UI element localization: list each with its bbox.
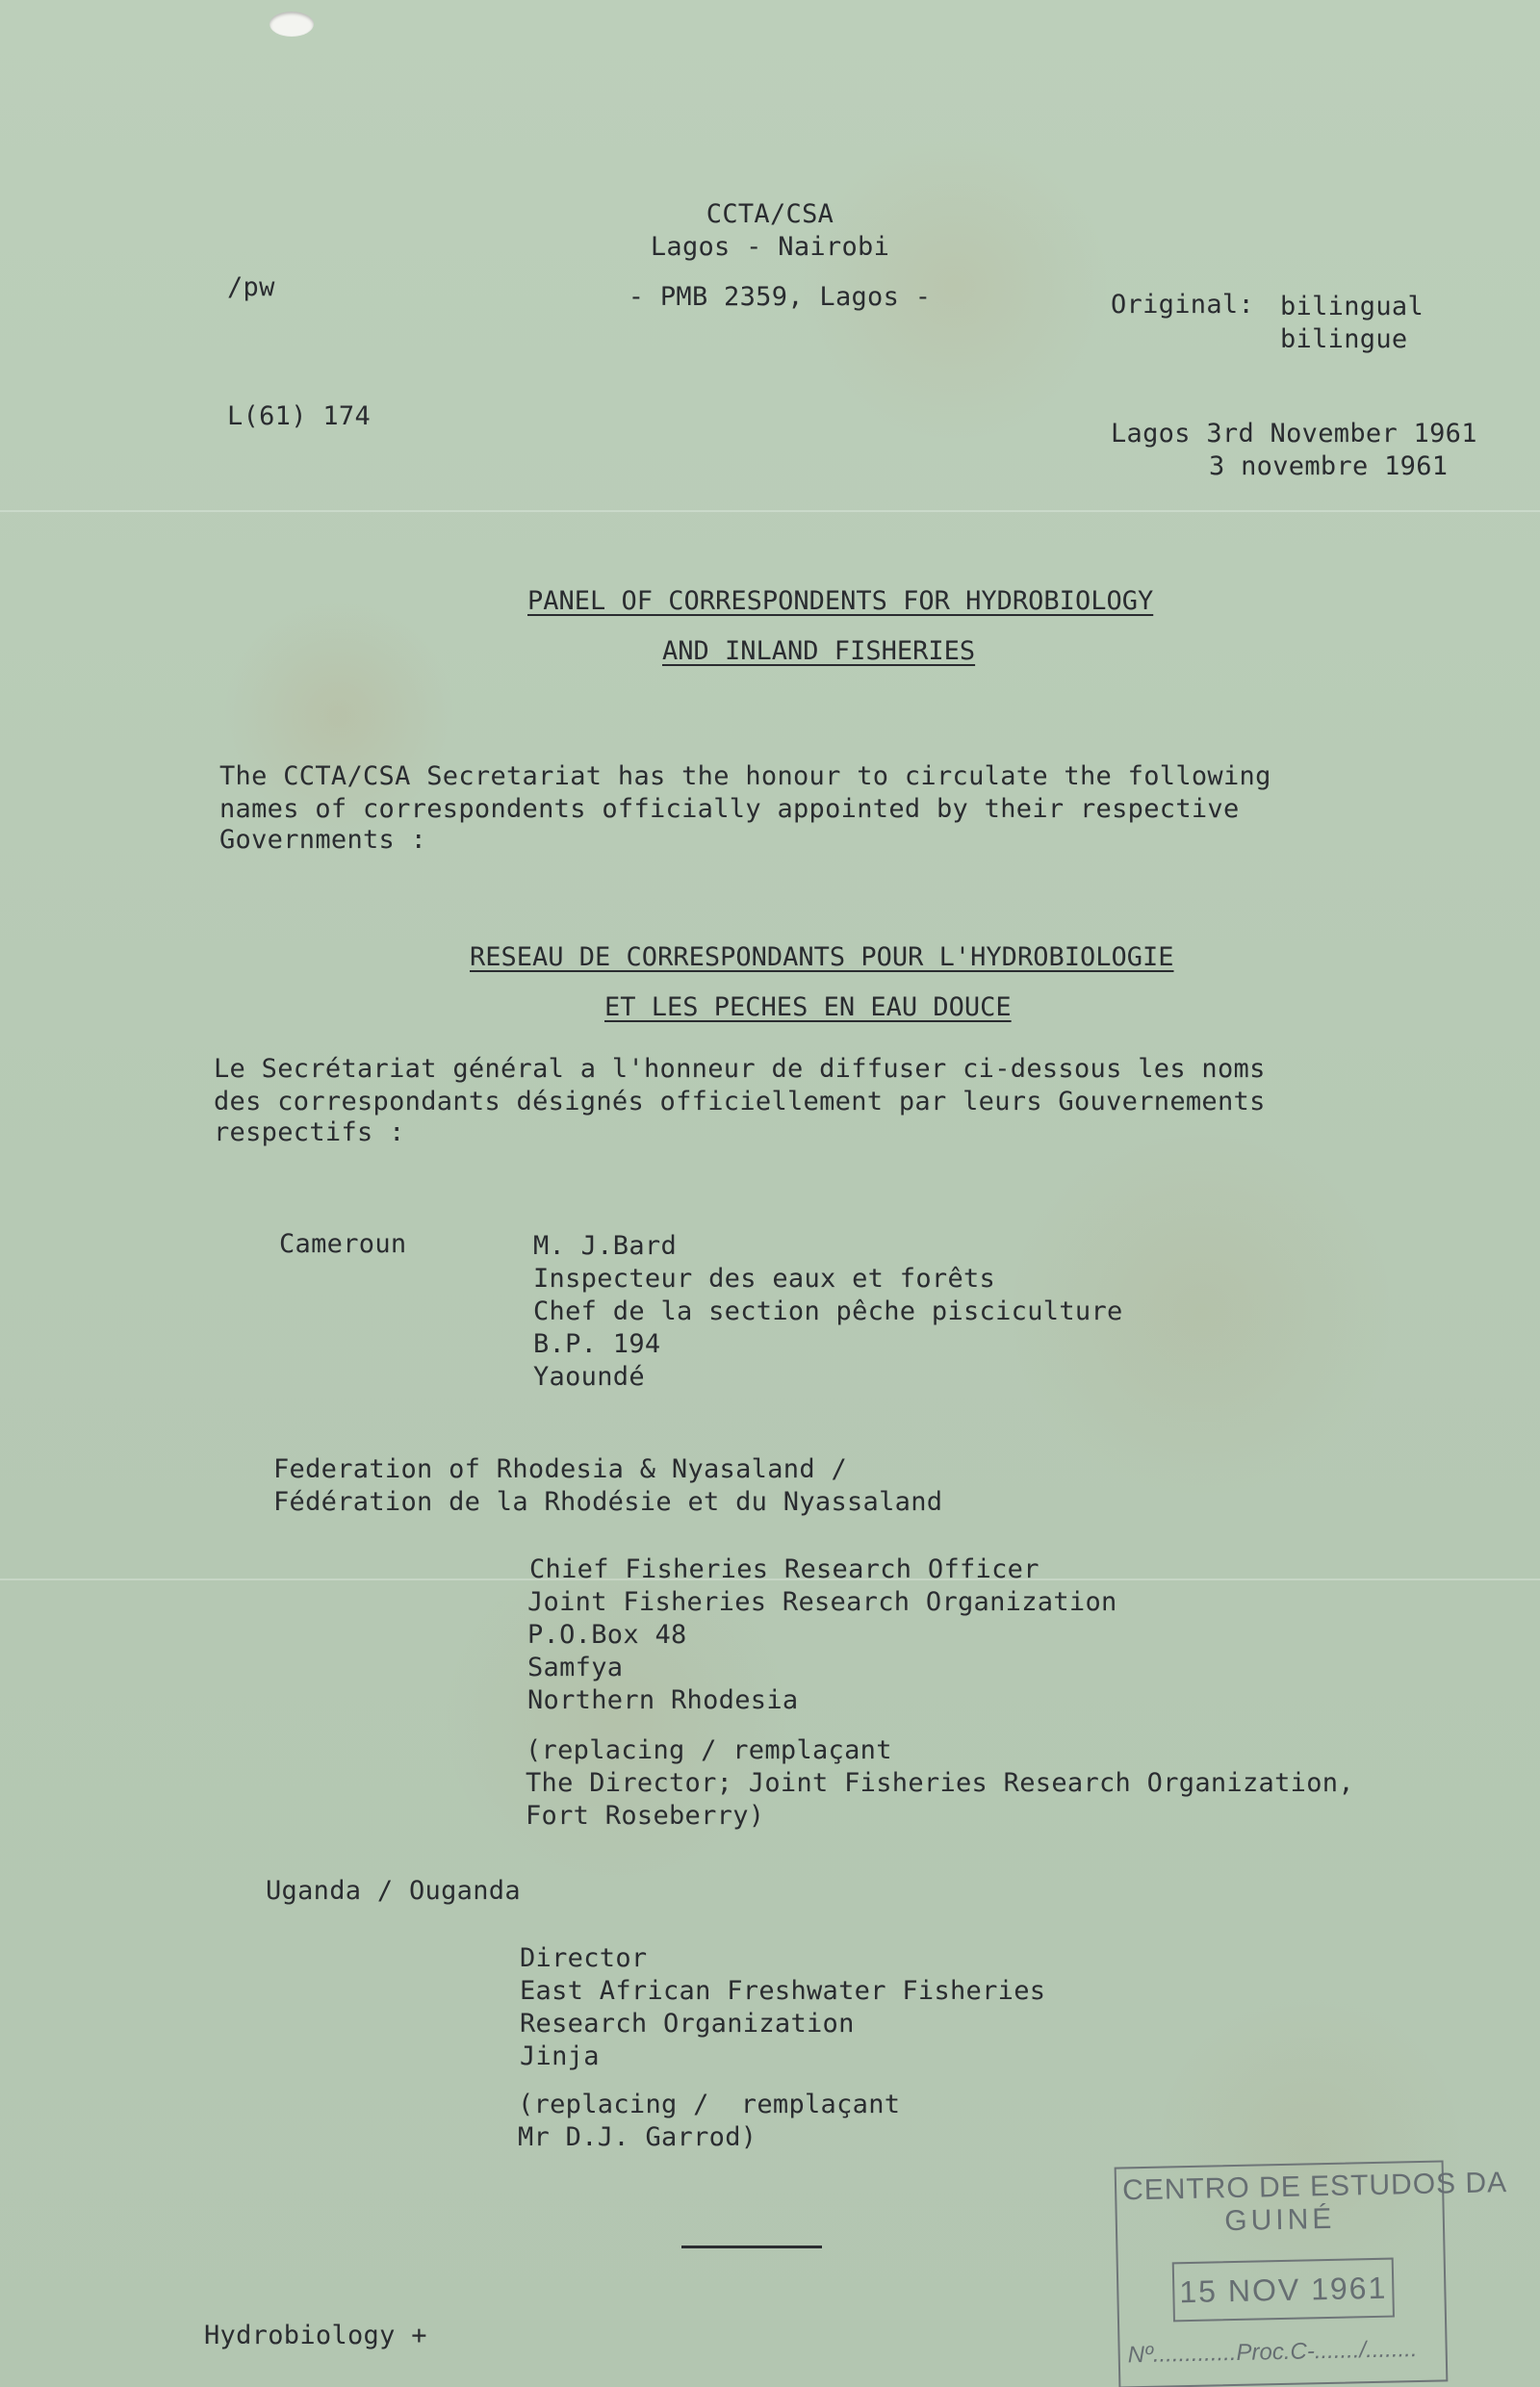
rhodesia-line1: Chief Fisheries Research Officer	[529, 1554, 1040, 1584]
original-fr: bilingue	[1280, 324, 1408, 354]
french-intro-line3: respectifs :	[214, 1117, 405, 1147]
uganda-line3: Research Organization	[520, 2009, 855, 2039]
stamp-line1: CENTRO DE ESTUDOS DA	[1121, 2167, 1508, 2207]
uganda-line4: Jinja	[520, 2041, 600, 2071]
cameroun-line2: Inspecteur des eaux et forêts	[533, 1264, 996, 1294]
uganda-line1: Director	[520, 1943, 648, 1973]
rhodesia-line2: Joint Fisheries Research Organization	[527, 1587, 1117, 1617]
english-intro-line2: names of correspondents officially appointed by their respective	[219, 794, 1240, 824]
english-title-line2: AND INLAND FISHERIES	[662, 636, 976, 666]
header-initials: /pw	[227, 272, 275, 302]
stamp-footer: Nº.............Proc.C-......./........	[1127, 2336, 1418, 2369]
closing-rule	[681, 2246, 822, 2248]
stamp-line2: GUINÉ	[1223, 2202, 1336, 2238]
header-org: CCTA/CSA	[706, 199, 834, 229]
uganda-replacing-line1: (replacing / remplaçant	[518, 2090, 901, 2119]
rhodesia-line5: Northern Rhodesia	[527, 1685, 799, 1715]
english-title-line1: PANEL OF CORRESPONDENTS FOR HYDROBIOLOGY	[527, 586, 1154, 616]
cameroun-country: Cameroun	[279, 1229, 407, 1259]
header-address: - PMB 2359, Lagos -	[628, 282, 932, 312]
distribution-note: Hydrobiology +	[204, 2321, 427, 2350]
rhodesia-line4: Samfya	[527, 1653, 624, 1682]
header-reference: L(61) 174	[227, 401, 371, 431]
rhodesia-replacing-line3: Fort Roseberry)	[526, 1801, 765, 1831]
date-en: Lagos 3rd November 1961	[1111, 419, 1477, 449]
rhodesia-country-line1: Federation of Rhodesia & Nyasaland /	[273, 1454, 847, 1484]
uganda-country: Uganda / Ouganda	[266, 1876, 521, 1906]
punch-hole	[270, 12, 314, 37]
french-title-line1: RESEAU DE CORRESPONDANTS POUR L'HYDROBIOLOGIE	[470, 942, 1174, 972]
english-intro-line3: Governments :	[219, 825, 427, 855]
french-intro-line2: des correspondants désignés officiellement par leurs Gouvernements	[214, 1087, 1266, 1116]
cameroun-line5: Yaoundé	[533, 1362, 645, 1392]
header-cities: Lagos - Nairobi	[650, 232, 890, 262]
cameroun-line4: B.P. 194	[533, 1329, 661, 1359]
uganda-line2: East African Freshwater Fisheries	[520, 1976, 1046, 2006]
paper-fold-line	[0, 510, 1540, 512]
uganda-replacing-line2: Mr D.J. Garrod)	[518, 2122, 757, 2152]
french-intro-line1: Le Secrétariat général a l'honneur de diffuser ci-dessous les noms	[214, 1054, 1266, 1084]
rhodesia-replacing-line2: The Director; Joint Fisheries Research Organization,	[526, 1768, 1354, 1798]
cameroun-line1: M. J.Bard	[533, 1231, 677, 1261]
rhodesia-country-line2: Fédération de la Rhodésie et du Nyassaland	[273, 1487, 943, 1517]
cameroun-line3: Chef de la section pêche pisciculture	[533, 1296, 1123, 1326]
date-fr: 3 novembre 1961	[1209, 451, 1449, 481]
rhodesia-replacing-line1: (replacing / remplaçant	[526, 1735, 892, 1765]
rhodesia-line3: P.O.Box 48	[527, 1620, 687, 1650]
original-label: Original:	[1111, 290, 1254, 320]
french-title-line2: ET LES PECHES EN EAU DOUCE	[604, 992, 1012, 1022]
original-en: bilingual	[1280, 292, 1424, 321]
english-intro-line1: The CCTA/CSA Secretariat has the honour to circulate the following	[219, 761, 1271, 791]
archive-stamp	[1115, 2160, 1508, 2387]
stamp-date: 15 NOV 1961	[1172, 2258, 1395, 2323]
